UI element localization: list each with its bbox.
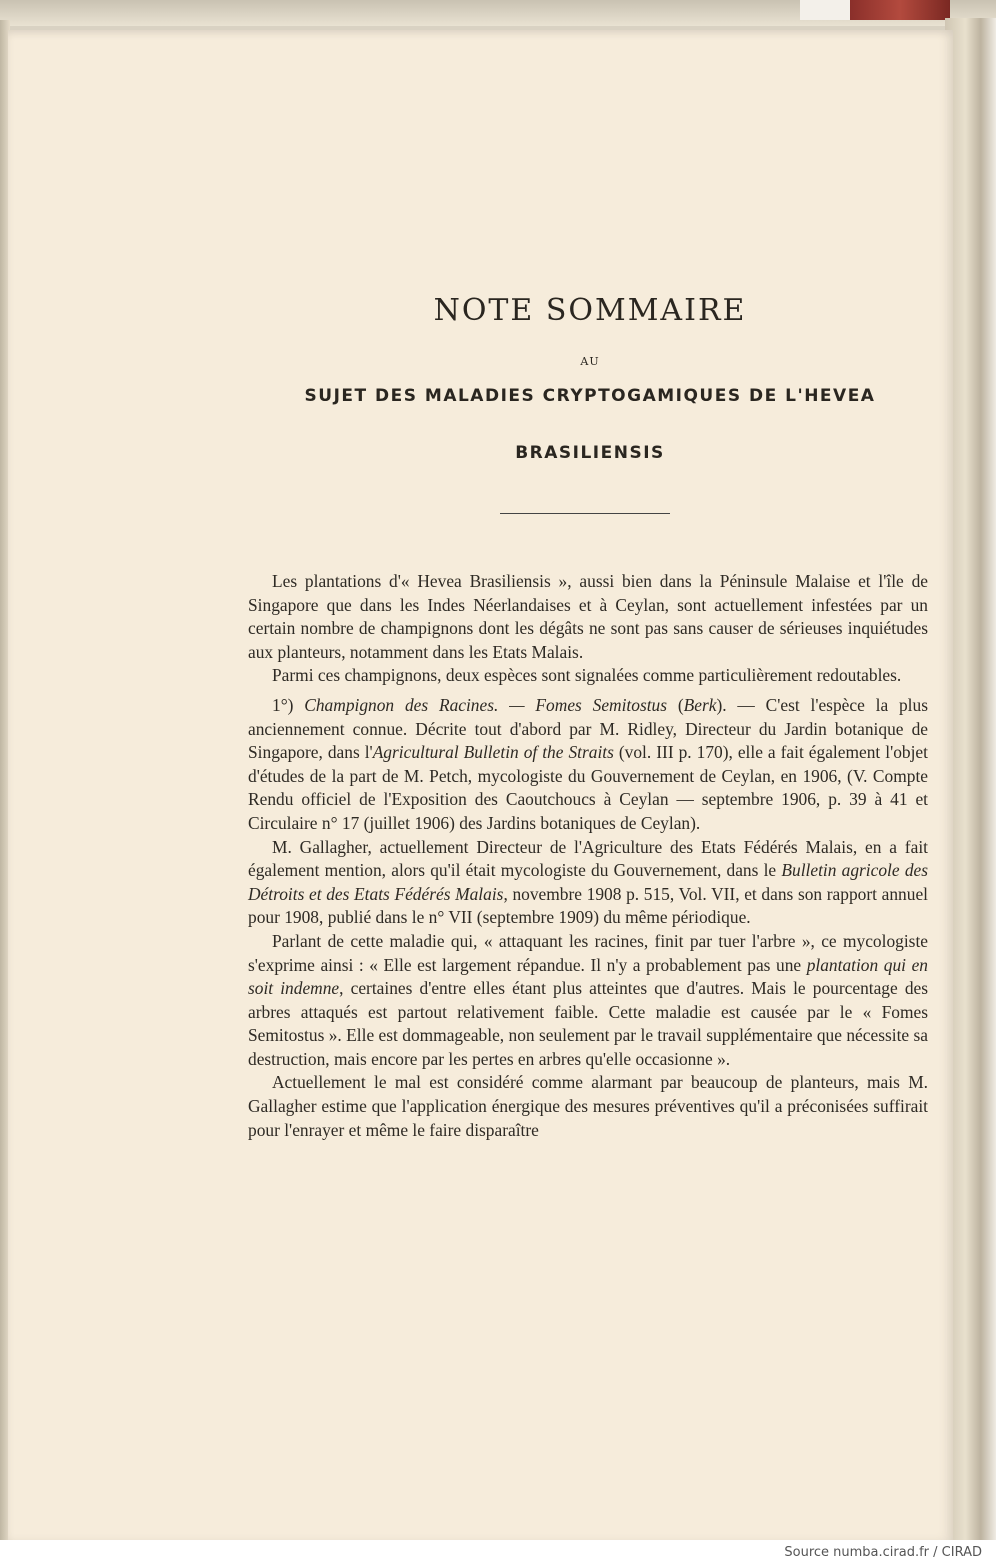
article-body [248, 570, 928, 1142]
paragraph-fomes: 1°) Champignon des Racines. — Fomes Semitostus (Berk). — C'est l'espèce la plus anciennement connue. Décrite tout d'abord par M. Ridley, Directeur du Jardin botanique de Singapore, dans l'Agricultural Bulletin of the Straits (vol. III p. 170), elle a fait également l'objet d'études de la part de M. Petch, mycologiste du Gouvernement de Ceylan, en 1906, (V. Compte Rendu officiel de l'Exposition des Caoutchoucs à Ceylan — septembre 1906, p. 39 à 41 et Circulaire n° 17 (juillet 1906) des Jardins botaniques de Ceylan). [248, 694, 928, 833]
title-divider [500, 513, 670, 514]
paragraph-current: Actuellement le mal est considéré comme alarmant par beaucoup de planteurs, mais M. Gallagher estime que l'application énergique des mesures préventives qu'il a préconisées suffirait pour l'enrayer et même le faire disparaître [248, 1072, 928, 1140]
paragraph-quote: Parlant de cette maladie qui, « attaquant les racines, finit par tuer l'arbre », ce mycologiste s'exprime ainsi : « Elle est largement répandue. Il n'y a probablement pas une plantation qui en soit indemne, certaines d'entre elles étant plus atteintes que d'autres. Mais le pourcentage des arbres attaqués est partout relativement faible. Cette maladie est causée par le « Fomes Semitostus ». Elle est dommageable, non seulement par le travail supplémentaire que nécessite sa destruction, mais encore par les pertes en arbres qu'elle occasionne ». [248, 930, 929, 1069]
subtitle-line-1: SUJET DES MALADIES CRYPTOGAMIQUES DE L'HEVEA [304, 386, 876, 406]
book-binding-red [850, 0, 950, 20]
paragraph-gallagher: M. Gallagher, actuellement Directeur de l'Agriculture des Etats Fédérés Malais, en a fait également mention, alors qu'il était mycologiste du Gouvernement, dans le Bulletin agricole des Détroits et des Etats Fédérés Malais, novembre 1908 p. 515, Vol. VII, et dans son rapport annuel pour 1908, publié dans le n° VII (septembre 1909) du même périodique. [248, 836, 928, 928]
paragraph-intro: Les plantations d'« Hevea Brasiliensis », aussi bien dans la Péninsule Malaise et l'île de Singapore que dans les Indes Néerlandaises et à Ceylan, sont actuellement infestées par un certain nombre de champignons dont les dégâts ne sont pas sans causer de sérieuses inquiétudes aux planteurs, notamment dans les Etats Malais. [248, 571, 928, 662]
page-title: NOTE SOMMAIRE [433, 293, 747, 328]
subtitle-line-2: BRASILIENSIS [515, 443, 665, 463]
title-connector: AU [580, 355, 600, 368]
book-spine-tab [800, 0, 850, 20]
source-credit: Source numba.cirad.fr / CIRAD [784, 1545, 982, 1560]
paragraph-species: Parmi ces champignons, deux espèces sont signalées comme particulièrement redoutables. [272, 665, 902, 686]
